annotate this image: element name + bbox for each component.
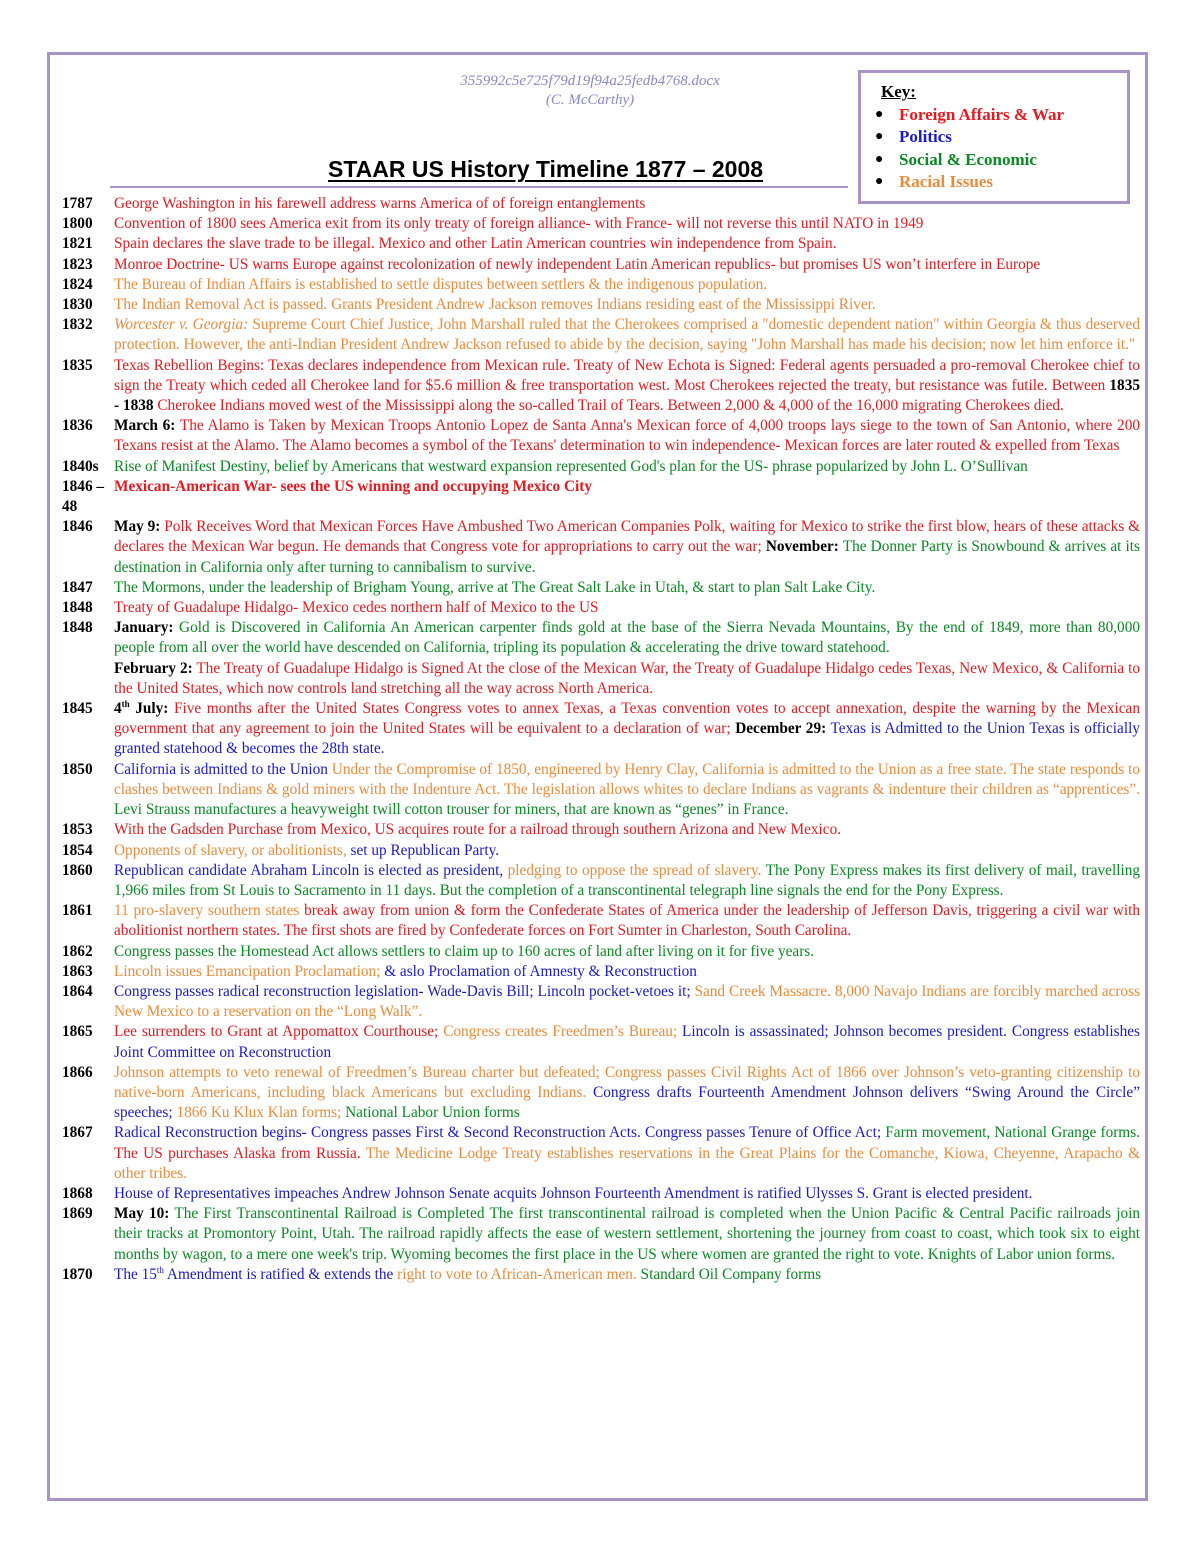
timeline-entry: [62, 356, 1140, 417]
entry-segment: The Medicine Lodge Treaty establishes reservations in the Great Plains for the Comanche, Kiowa, Cheyenne, Arapacho & other tribes.: [114, 1144, 1141, 1182]
entry-segment: Supreme Court Chief Justice, John Marshall ruled that the Cherokees comprised a "domestic dependent nation" within Georgia & thus deserved protection. However, the anti-Indian President Andrew Jackson refused to abide by the decision, saying "John Marshall has made his decision; now let him enforce it.": [114, 316, 1140, 354]
entry-segment: Lincoln issues Emancipation Proclamation;: [114, 962, 381, 980]
bullet-icon: ●: [875, 106, 884, 122]
entry-segment: Amendment is ratified & extends the: [163, 1265, 394, 1283]
entry-year: 1864: [62, 982, 93, 1000]
entry-segment: Republican candidate Abraham Lincoln is elected as president,: [114, 861, 504, 879]
entry-text: [114, 416, 1140, 456]
timeline-entry: [62, 598, 1140, 618]
entry-segment: 11 pro-slavery southern states: [114, 902, 300, 920]
entry-segment: Radical Reconstruction begins- Congress passes First & Second Reconstruction Acts. Congress passes Tenure of Office Act;: [114, 1124, 882, 1142]
timeline-entry: [62, 820, 1140, 840]
entry-year: 1821: [62, 235, 93, 253]
entry-segment: Worcester v. Georgia:: [114, 316, 249, 334]
entry-text: [114, 1265, 1140, 1285]
timeline-entry: [62, 517, 1140, 578]
entry-segment: March 6:: [114, 417, 176, 435]
entry-year: 1870: [62, 1265, 93, 1283]
timeline-entry: [62, 618, 1140, 699]
key-item-label: Social & Economic: [899, 149, 1037, 169]
entry-year: 1836: [62, 417, 93, 435]
timeline-entry: [62, 477, 1140, 517]
entry-text: [114, 942, 1140, 962]
entry-year: 1823: [62, 255, 93, 273]
entry-year: 1861: [62, 902, 93, 920]
bullet-icon: ●: [875, 151, 884, 167]
entry-year: 1850: [62, 760, 93, 778]
entry-segment: With the Gadsden Purchase from Mexico, US acquires route for a railroad through southern Arizona and New Mexico.: [114, 821, 842, 839]
color-key: [858, 70, 1130, 204]
entry-text: [114, 1123, 1140, 1184]
entry-segment: set up Republican Party.: [346, 841, 500, 859]
entry-segment: The Donner Party is Snowbound & arrives at its destination in California only after turning to cannibalism to survive.: [114, 538, 1140, 576]
key-list: [875, 104, 1113, 194]
key-item: [875, 171, 1113, 194]
entry-text: [114, 194, 1140, 214]
entry-segment: Convention of 1800 sees America exit from its only treaty of foreign alliance- with France- will not reverse this until NATO in 1949: [114, 215, 924, 233]
entry-text: [114, 356, 1140, 417]
entry-year: 1845: [62, 700, 93, 718]
entry-segment: Texas Rebellion Begins: Texas declares independence from Mexican rule. Treaty of New Echota is Signed: Federal agents persuaded a pro-removal Cherokee chief to sign the Treaty which ceded all Cherokee land for $5.6 million & free transportation west. Most Cherokees rejected the treaty, but resistance was futile. Between: [114, 356, 1140, 394]
timeline-entry: [62, 255, 1140, 275]
page-title: STAAR US History Timeline 1877 – 2008: [328, 156, 764, 182]
entry-year: 1800: [62, 215, 93, 233]
timeline-entry: [62, 942, 1140, 962]
entry-segment: The Treaty of Guadalupe Hidalgo is Signed At the close of the Mexican War, the Treaty of Guadalupe Hidalgo cedes Texas, New Mexico, & California to the United States, which now controls land stretching all the way across North America.: [114, 659, 1140, 697]
entry-segment: House of Representatives impeaches Andrew Johnson Senate acquits Johnson Fourteenth Amendment is ratified Ulysses S. Grant is elected president.: [114, 1184, 1033, 1202]
key-item-label: Foreign Affairs & War: [899, 104, 1065, 124]
author: (C. McCarthy): [545, 92, 635, 108]
entry-year: 1840s: [62, 457, 99, 475]
file-info: [380, 72, 800, 110]
key-item: [875, 126, 1113, 149]
title-rule: [110, 186, 848, 188]
entry-year: 1824: [62, 275, 93, 293]
timeline-entry: [62, 1204, 1140, 1265]
entry-segment: Congress creates Freedmen’s Bureau;: [438, 1023, 678, 1041]
entry-segment: National Labor Union forms: [341, 1104, 520, 1122]
bullet-icon: ●: [875, 129, 884, 144]
entry-segment: Spain declares the slave trade to be illegal. Mexico and other Latin American countries win independence from Spain.: [114, 235, 837, 253]
entry-segment: Farm movement, National Grange forms.: [881, 1124, 1140, 1142]
entry-segment: The Alamo is Taken by Mexican Troops Antonio Lopez de Santa Anna's Mexican force of 4,000 troops lays siege to the town of San Antonio, where 200 Texans resist at the Alamo. The Alamo becomes a symbol of the Texans' determination to win independence- Mexican forces are later routed & expelled from Texas: [114, 417, 1140, 455]
entry-segment: Mexican-American War- sees the US winning and occupying Mexico City: [114, 477, 592, 495]
entry-text: [114, 214, 1140, 234]
entry-segment: th: [156, 1264, 164, 1275]
timeline-entry: [62, 760, 1140, 821]
entry-segment: May 10:: [114, 1205, 170, 1223]
entry-segment: February 2:: [114, 659, 193, 677]
entry-segment: right to vote to African-American men.: [393, 1265, 637, 1283]
entry-segment: The 15: [114, 1265, 157, 1283]
entry-text: [114, 861, 1140, 901]
entry-segment: th: [121, 698, 130, 709]
entry-text: [114, 820, 1140, 840]
entry-text: [114, 315, 1140, 355]
entry-text: [114, 1184, 1140, 1204]
entry-text: [114, 1063, 1140, 1124]
entry-year: 1868: [62, 1184, 93, 1202]
entry-year: 1846 – 48: [62, 477, 105, 516]
timeline-entry: [62, 578, 1140, 598]
entry-text: [114, 699, 1140, 760]
entry-year: 1854: [62, 841, 93, 859]
bullet-icon: ●: [875, 174, 884, 189]
entry-year: 1787: [62, 195, 93, 212]
timeline-entry: [62, 234, 1140, 254]
entry-segment: January:: [114, 619, 174, 637]
timeline-entry: [62, 1265, 1140, 1285]
entry-year: 1847: [62, 578, 93, 596]
entry-year: 1863: [62, 962, 93, 980]
entry-segment: The US purchases Alaska from Russia.: [114, 1144, 361, 1162]
entry-segment: & aslo Proclamation of Amnesty & Reconstruction: [380, 962, 697, 980]
entry-segment: Congress passes the Homestead Act allows settlers to claim up to 160 acres of land after living on it for five years.: [114, 942, 815, 960]
entry-year: 1848: [62, 599, 93, 617]
entry-segment: Levi Strauss manufactures a heavyweight twill cotton trouser for miners, that are known as “genes” in France.: [114, 801, 789, 819]
key-item: [875, 149, 1113, 172]
entry-segment: Cherokee Indians moved west of the Mississippi along the so-called Trail of Tears. Between 2,000 & 4,000 of the 16,000 migrating Cherokees died.: [153, 397, 1064, 415]
entry-segment: The Bureau of Indian Affairs is established to settle disputes between settlers & the indigenous population.: [114, 275, 768, 293]
entry-text: [114, 1022, 1140, 1062]
entry-year: 1860: [62, 861, 93, 879]
entry-text: [114, 901, 1140, 941]
entry-year: 1862: [62, 942, 93, 960]
file-name: 355992c5e725f79d19f94a25fedb4768.docx: [460, 73, 720, 89]
entry-segment: 1835 - 1838: [114, 376, 1140, 415]
entry-year: 1830: [62, 296, 93, 314]
entry-segment: May 9:: [114, 518, 161, 536]
entry-segment: 4: [114, 700, 122, 718]
entry-segment: break away from union & form the Confederate States of America under the leadership of Jefferson Davis, triggering a civil war with abolitionist northern states. The first shots are fired by Confederate forces on Fort Sumter in Charleston, South Carolina.: [114, 902, 1140, 940]
timeline-entry: [62, 295, 1140, 315]
entry-segment: 1866 Ku Klux Klan forms;: [172, 1104, 342, 1122]
entry-segment: Lee surrenders to Grant at Appomattox Courthouse;: [114, 1023, 439, 1041]
entry-year: 1846: [62, 518, 93, 536]
entry-segment: Rise of Manifest Destiny, belief by Americans that westward expansion represented God's plan for the US- phrase popularized by John L. O’Sullivan: [114, 457, 1028, 475]
entry-segment: California is admitted to the Union: [114, 760, 328, 778]
entry-segment: pledging to oppose the spread of slavery.: [503, 861, 762, 879]
entry-text: [114, 841, 1140, 861]
entry-segment: Monroe Doctrine- US warns Europe against recolonization of newly independent Latin American republics- but promises US won’t interfere in Europe: [114, 255, 1041, 273]
entry-year: 1853: [62, 821, 93, 839]
entry-text: [114, 1204, 1140, 1265]
entry-year: 1866: [62, 1063, 93, 1081]
entry-year: 1835: [62, 356, 93, 374]
entry-segment: Johnson attempts to veto renewal of Freedmen’s Bureau charter but defeated; Congress passes Civil Rights Act of 1866 over Johnson’s veto-granting citizenship to native-born Americans, including black Americans but excluding Indians.: [114, 1063, 1140, 1101]
timeline-entry: [62, 962, 1140, 982]
entry-segment: Opponents of slavery, or abolitionists,: [114, 841, 347, 859]
entry-segment: Standard Oil Company forms: [636, 1265, 822, 1283]
entry-text: [114, 618, 1140, 699]
entry-year: 1867: [62, 1124, 93, 1142]
timeline-entry: [62, 982, 1140, 1022]
entry-segment: Polk Receives Word that Mexican Forces Have Ambushed Two American Companies Polk, waiting for Mexico to strike the first blow, hears of these attacks & declares the Mexican War begun. He demands that Congress vote for appropriations to carry out the war;: [114, 518, 1140, 556]
entry-text: [114, 982, 1140, 1022]
entry-segment: The Indian Removal Act is passed. Grants President Andrew Jackson removes Indians residing east of the Mississippi River.: [114, 296, 876, 314]
key-item-label: Racial Issues: [899, 172, 993, 191]
entry-segment: July:: [129, 700, 169, 718]
timeline-entry: [62, 1022, 1140, 1062]
entry-segment: November:: [765, 538, 839, 556]
entry-text: [114, 962, 1140, 982]
entry-segment: Texas is Admitted to the Union Texas is officially granted statehood & becomes the 28th state.: [114, 720, 1140, 758]
entry-text: [114, 457, 1140, 477]
entry-year: 1832: [62, 316, 93, 334]
timeline-entry: [62, 1184, 1140, 1204]
timeline-entry: [62, 901, 1140, 941]
entry-segment: Lincoln is assassinated; Johnson becomes president. Congress establishes Joint Committee on Reconstruction: [114, 1023, 1141, 1061]
timeline-entry: [62, 275, 1140, 295]
key-item-label: Politics: [899, 127, 952, 146]
entry-text: [114, 295, 1140, 315]
timeline-entry: [62, 1123, 1140, 1184]
entry-year: 1865: [62, 1023, 93, 1041]
entry-year: 1869: [62, 1205, 93, 1223]
entry-segment: George Washington in his farewell address warns America of of foreign entanglements: [114, 195, 646, 212]
entry-text: [114, 255, 1140, 275]
entry-text: [114, 578, 1140, 598]
timeline: [62, 194, 1140, 1285]
entry-year: 1848: [62, 619, 93, 637]
key-title: Key:: [881, 82, 916, 101]
timeline-entry: [62, 416, 1140, 456]
entry-segment: The Mormons, under the leadership of Brigham Young, arrive at The Great Salt Lake in Utah, & start to plan Salt Lake City.: [114, 578, 876, 596]
timeline-entry: [62, 214, 1140, 234]
entry-text: [114, 598, 1140, 618]
entry-segment: Treaty of Guadalupe Hidalgo- Mexico cedes northern half of Mexico to the US: [114, 599, 599, 617]
timeline-entry: [62, 315, 1140, 355]
entry-segment: Congress passes radical reconstruction legislation- Wade-Davis Bill; Lincoln pocket-vetoes it;: [114, 982, 691, 1000]
entry-text: [114, 760, 1140, 821]
entry-segment: Sand Creek Massacre. 8,000 Navajo Indians are forcibly marched across New Mexico to a reservation on the “Long Walk”.: [114, 982, 1140, 1021]
timeline-entry: [62, 861, 1140, 901]
timeline-entry: [62, 699, 1140, 760]
timeline-entry: [62, 1063, 1140, 1124]
entry-segment: The Pony Express makes its first delivery of mail, travelling 1,966 miles from St Louis to Sacramento in 11 days. But the completion of a transcontinental telegraph line signals the end for the Pony Express.: [114, 861, 1140, 899]
entry-text: [114, 275, 1140, 295]
entry-text: [114, 234, 1140, 254]
entry-segment: The First Transcontinental Railroad is Completed The first transcontinental railroad is completed when the Union Pacific & Central Pacific railroads join their tracks at Promontory Point, Utah. The railroad rapidly affects the ease of western settlement, shortening the journey from coast to coast, which took six to eight months by wagon, to a mere one week's trip. Wyoming becomes the first place in the US where women are granted the right to vote. Knights of Labor union forms.: [114, 1205, 1140, 1263]
timeline-entry: [62, 457, 1140, 477]
timeline-entry: [62, 841, 1140, 861]
entry-segment: December 29:: [735, 720, 827, 738]
entry-segment: Gold is Discovered in California An American carpenter finds gold at the base of the Sierra Nevada Mountains, By the end of 1849, more than 80,000 people from all over the world have descended on California, tripling its population & accelerating the drive toward statehood.: [114, 619, 1140, 657]
entry-segment: Under the Compromise of 1850, engineered by Henry Clay, California is admitted to the Union as a free state. The state responds to clashes between Indians & gold miners with the Indenture Act. The legislation allows whites to declare Indians as vagrants & indenture their children as “apprentices”.: [114, 760, 1140, 798]
timeline-entry: [62, 194, 1140, 214]
entry-text: [114, 477, 1140, 497]
entry-segment: Congress drafts Fourteenth Amendment Johnson delivers “Swing Around the Circle” speeches;: [114, 1083, 1140, 1122]
entry-segment: Five months after the United States Congress votes to annex Texas, a Texas convention votes to accept annexation, despite the warning by the Mexican government that any agreement to join the United States will be equivalent to a declaration of war;: [114, 700, 1140, 738]
entry-text: [114, 517, 1140, 578]
key-item: [875, 104, 1113, 127]
